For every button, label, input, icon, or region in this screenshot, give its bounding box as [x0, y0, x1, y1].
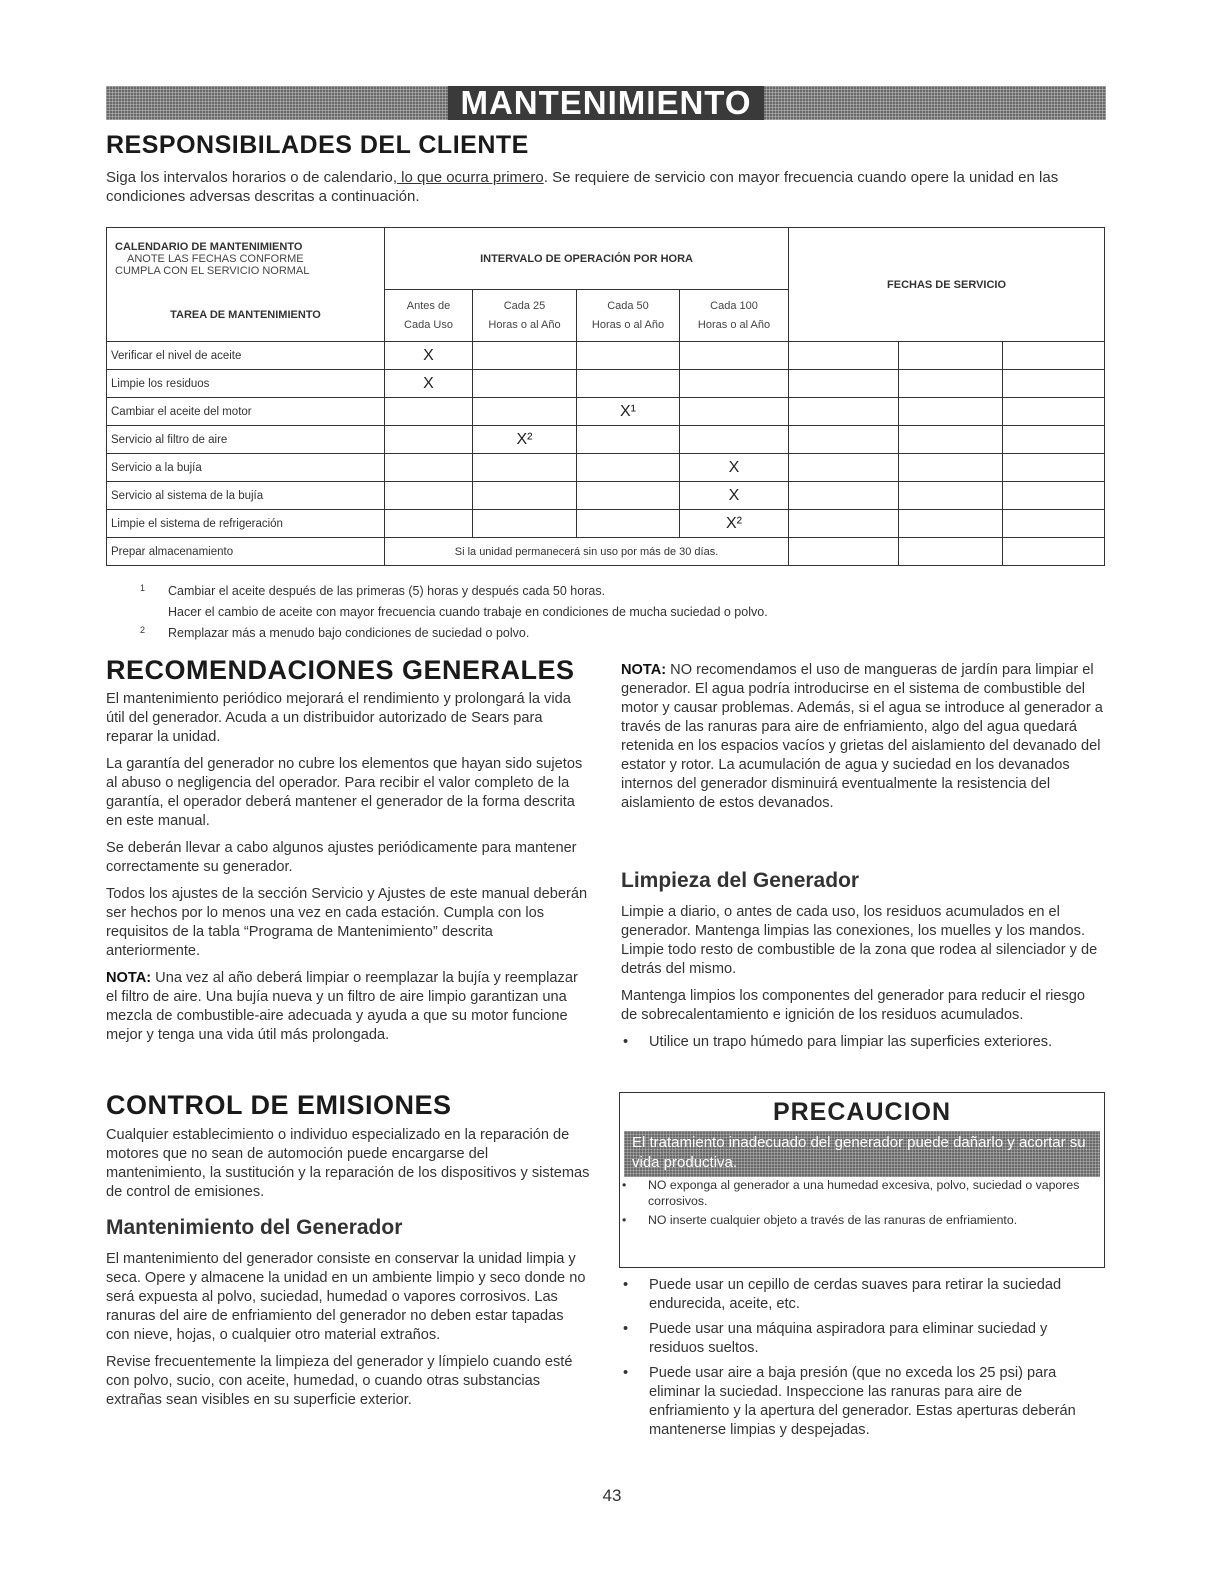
list-item: • Puede usar aire a baja presión (que no exceda los 25 psi) para eliminar la suciedad. Inspeccione las ranuras para aire de enfriamiento y la apertura del generador. Estas aperturas deberán mantenerse limpias y despejadas.	[623, 1365, 1076, 1438]
date-cell	[789, 426, 899, 454]
customer-heading: RESPONSIBILADES DEL CLIENTE	[106, 131, 529, 159]
date-cell	[1003, 398, 1105, 426]
maintenance-section: El mantenimiento del generador consiste en conservar la unidad limpia y seca. Opere y almacene la unidad en un ambiente limpio y seco donde no será expuesta al polvo, suciedad, humedad o vapores corrosivos. Las ranuras del aire de enfriamiento del generador no deben estar tapadas con nieve, hojas, o cualquier otro material extraños. Revise frecuentemente la limpieza del generador y límpielo cuando esté con polvo, sucio, con aceite, humedad, o cuando otras substancias extrañas sean visibles en su superficie exterior.	[106, 1251, 586, 1408]
storage-note: Si la unidad permanecerá sin uso por más de 30 días.	[385, 538, 789, 566]
emissions-text: Cualquier establecimiento o individuo especializado en la reparación de motores que no sean de automoción puede encargarse del mantenimiento, la sustitución y la reparación de los dispositivos y sistemas de control de emisiones.	[106, 1127, 590, 1200]
table-row: Servicio al filtro de aire X²	[107, 426, 1105, 454]
interval-100h: Cada 100 Horas o al Año	[680, 290, 789, 342]
table-footnotes	[140, 581, 1040, 644]
date-cell	[789, 370, 899, 398]
list-item: • NO inserte cualquier objeto a través de las ranuras de enfriamiento.	[622, 1213, 1018, 1227]
table-row	[107, 538, 1105, 566]
date-cell	[789, 454, 899, 482]
footnote-2: 2 Remplazar más a menudo bajo condiciones de suciedad o polvo.	[140, 625, 530, 640]
caution-list	[620, 1177, 1104, 1228]
table-row: Limpie el sistema de refrigeración X²	[107, 510, 1105, 538]
task-header: TAREA DE MANTENIMIENTO	[107, 290, 385, 342]
list-item: • Puede usar una máquina aspiradora para eliminar suciedad y residuos sueltos.	[623, 1321, 1048, 1356]
general-note: NOTA: Una vez al año deberá limpiar o reemplazar la bujía y reemplazar el filtro de aire. Una bujía nueva y un filtro de aire limpio garantizan una mezcla de combustible-aire adecuada y ayuda a que su motor funcione mejor y tenga una vida útil más prolongada.	[106, 970, 578, 1043]
date-cell	[899, 398, 1003, 426]
date-cell	[1003, 454, 1105, 482]
task-cell: Servicio al filtro de aire	[107, 426, 385, 454]
date-cell	[899, 426, 1003, 454]
table-row: Servicio al sistema de la bujía X	[107, 482, 1105, 510]
maintenance-heading: Mantenimiento del Generador	[106, 1216, 403, 1239]
date-cell	[1003, 342, 1105, 370]
date-cell	[789, 482, 899, 510]
interval-header: INTERVALO DE OPERACIÓN POR HORA	[385, 228, 789, 290]
general-section: El mantenimiento periódico mejorará el rendimiento y prolongará la vida útil del generador. Acuda a un distribuidor autorizado de Sears para reparar la unidad. La garantía del generador no cubre los elementos que hayan sido sujetos al abuso o negligencia del operador. Para recibir el valor completo de la garantía, el operador deberá mantener el generador de la forma descrita en este manual. Se deberán llevar a cabo algunos ajustes periódicamente para mantener correctamente su generador. Todos los ajustes de la sección Servicio y Ajustes de este manual deberán ser hechos por lo menos una vez en cada estación. Cumpla con los requisitos de la tabla “Programa de Mantenimiento” descrita anteriormente. NOTA: Una vez al año deberá limpiar o reemplazar la bujía y reemplazar el filtro de aire. Una bujía nueva y un filtro de aire limpio garantizan una mezcla de combustible-aire adecuada y ayuda a que su motor funcione mejor y tenga una vida útil más prolongada.	[106, 690, 590, 1045]
list-item: • NO exponga al generador a una humedad excesiva, polvo, suciedad o vapores corrosivos.	[622, 1178, 1080, 1208]
hose-note: NOTA: NO recomendamos el uso de mangueras de jardín para limpiar el generador. El agua podría introducirse en el sistema de combustible del motor y causar problemas. Además, si el agua se introduce al generador a través de las ranuras para aire de enfriamiento, algo del agua quedará retenida en los espacios vacíos y grietas del aislamiento del devanado del estator y rotor. La acumulación de agua y suciedad en los devanados internos del generador disminuirá eventualmente la resistencia del aislamiento de estos devanados.	[621, 662, 1103, 811]
date-cell	[1003, 538, 1105, 566]
maintenance-table	[106, 227, 1105, 566]
task-cell: Servicio al sistema de la bujía	[107, 482, 385, 510]
interval-50h: Cada 50 Horas o al Año	[577, 290, 680, 342]
emissions-heading: CONTROL DE EMISIONES	[106, 1090, 452, 1120]
task-cell: Servicio a la bujía	[107, 454, 385, 482]
cleaning-tips	[621, 1276, 1091, 1440]
date-cell	[789, 538, 899, 566]
date-cell	[899, 510, 1003, 538]
interval-before-use: Antes de Cada Uso	[385, 290, 473, 342]
general-heading: RECOMENDACIONES GENERALES	[106, 655, 575, 685]
section-banner	[106, 86, 1106, 120]
date-cell	[789, 342, 899, 370]
date-cell	[899, 482, 1003, 510]
date-cell	[1003, 370, 1105, 398]
table-row: Cambiar el aceite del motor X¹	[107, 398, 1105, 426]
table-row: Servicio a la bujía X	[107, 454, 1105, 482]
footnote-1: 1 Cambiar el aceite después de las primeras (5) horas y después cada 50 horas.	[140, 583, 606, 598]
caution-warning: El tratamiento inadecuado del generador puede dañarlo y acortar su vida productiva.	[624, 1131, 1100, 1177]
caution-box	[619, 1092, 1105, 1268]
task-cell: Limpie los residuos	[107, 370, 385, 398]
date-cell	[1003, 510, 1105, 538]
task-cell: Limpie el sistema de refrigeración	[107, 510, 385, 538]
interval-25h: Cada 25 Horas o al Año	[473, 290, 577, 342]
footnote-1-extra: Hacer el cambio de aceite con mayor frecuencia cuando trabaje en condiciones de mucha suciedad o polvo.	[168, 605, 768, 619]
date-cell	[1003, 426, 1105, 454]
cleaning-section: Limpie a diario, o antes de cada uso, los residuos acumulados en el generador. Mantenga limpias las conexiones, los muelles y los mandos. Limpie todo resto de combustible de la zona que rodea al silenciador y de detrás del mismo. Mantenga limpios los componentes del generador para reducir el riesgo de sobrecalentamiento e ignición de los residuos acumulados. • Utilice un trapo húmedo para limpiar las superficies exteriores.	[621, 903, 1105, 1052]
customer-intro: Siga los intervalos horarios o de calendario, lo que ocurra primero. Se requiere de servicio con mayor frecuencia cuando opere la unidad en las condiciones adversas descritas a continuación.	[106, 169, 1059, 205]
date-cell	[789, 398, 899, 426]
list-item: • Puede usar un cepillo de cerdas suaves para retirar la suciedad endurecida, aceite, etc.	[623, 1277, 1062, 1312]
caution-title: PRECAUCION	[772, 1098, 952, 1126]
list-item: • Utilice un trapo húmedo para limpiar las superficies exteriores.	[623, 1034, 1053, 1050]
date-cell	[1003, 482, 1105, 510]
banner-title: MANTENIMIENTO	[448, 86, 763, 120]
date-cell	[789, 510, 899, 538]
task-cell: Cambiar el aceite del motor	[107, 398, 385, 426]
page-number: 43	[602, 1486, 622, 1505]
table-row: Limpie los residuos X	[107, 370, 1105, 398]
task-cell: Prepar almacenamiento	[107, 538, 385, 566]
date-cell	[899, 342, 1003, 370]
service-dates-header: FECHAS DE SERVICIO	[789, 228, 1105, 342]
cleaning-bullets	[621, 1033, 1105, 1052]
date-cell	[899, 454, 1003, 482]
table-row: Verificar el nivel de aceite X	[107, 342, 1105, 370]
date-cell	[899, 538, 1003, 566]
cleaning-heading: Limpieza del Generador	[621, 869, 860, 892]
calendar-header: CALENDARIO DE MANTENIMIENTO ANOTE LAS FECHAS CONFORME CUMPLA CON EL SERVICIO NORMAL	[107, 228, 385, 290]
task-cell: Verificar el nivel de aceite	[107, 342, 385, 370]
date-cell	[899, 370, 1003, 398]
